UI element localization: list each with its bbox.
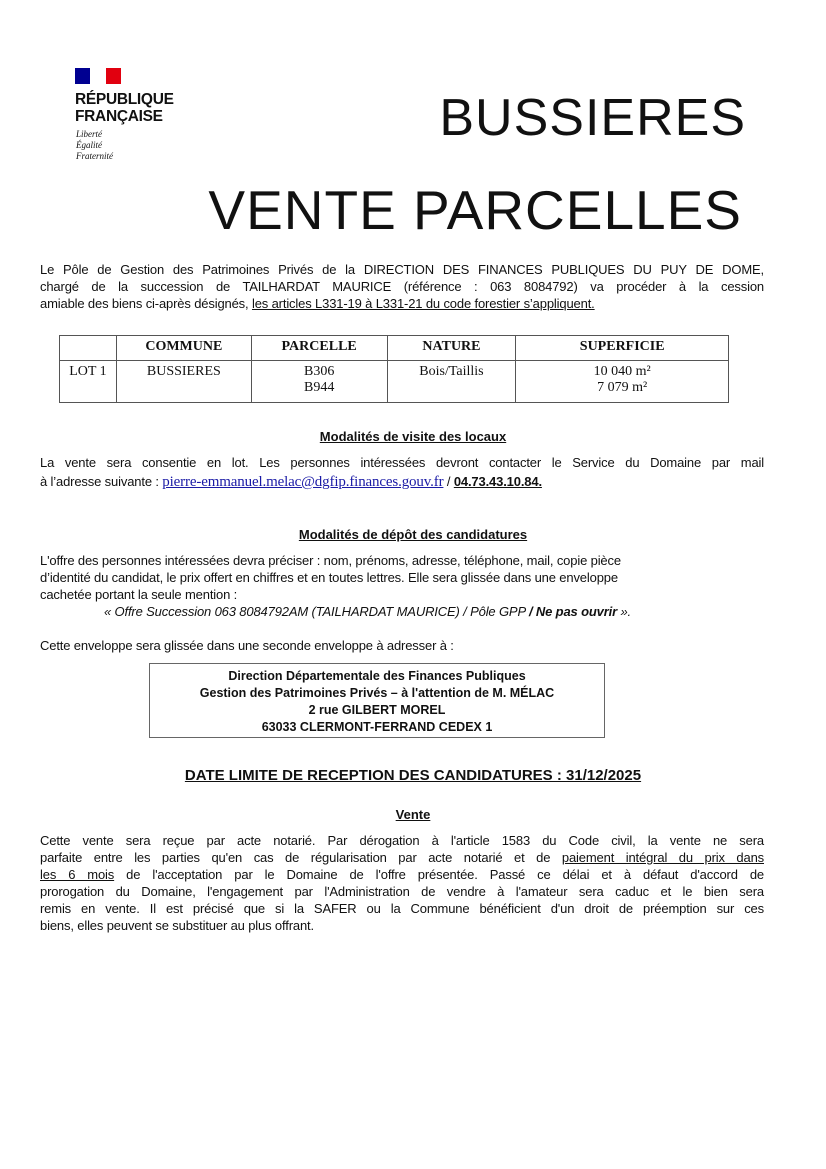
deadline-text: DATE LIMITE DE RECEPTION DES CANDIDATURES : 31/12/2025	[184, 767, 642, 784]
cell-parcelle	[251, 361, 387, 403]
vente-line: Cette vente sera reçue par acte notarié. Par dérogation à l'article 1583 du Code civil, la vente ne sera	[40, 833, 764, 848]
payment-deadline-note: paiement intégral du prix dans	[561, 850, 764, 865]
visite-line: La vente sera consentie en lot. Les personnes intéressées devront contacter le Service du Domaine par mail	[40, 455, 764, 470]
intro-line: Le Pôle de Gestion des Patrimoines Privés de la DIRECTION DES FINANCES PUBLIQUES DU PUY DE DOME,	[40, 262, 764, 277]
vente-heading-text: Vente	[395, 807, 431, 822]
visite-text: à l’adresse suivante :	[40, 474, 163, 489]
depot-heading-text: Modalités de dépôt des candidatures	[298, 527, 528, 542]
mention-end: ».	[617, 604, 632, 619]
cell-nature: Bois/Taillis	[387, 361, 516, 403]
title-vente: VENTE PARCELLES	[208, 179, 742, 241]
vente-line: prorogation du Domaine, l'engagement par l'Administration de vendre à l'amateur sera caduc et le bien sera	[40, 884, 764, 899]
vente-heading	[0, 807, 826, 822]
depot-heading	[0, 527, 826, 542]
address-line: Direction Départementale des Finances Publiques	[228, 669, 526, 683]
header-nature: NATURE	[387, 336, 516, 361]
vente-line: biens, elles peuvent se substituer au plus offrant.	[40, 918, 314, 933]
superficie: 10 040 m²	[593, 364, 651, 379]
address-line: 63033 CLERMONT-FERRAND CEDEX 1	[261, 720, 493, 734]
envelope-mention	[40, 603, 764, 620]
logo-line2: FRANÇAISE	[75, 108, 163, 125]
table-header-row	[60, 336, 729, 361]
logo-line1: RÉPUBLIQUE	[75, 91, 174, 108]
superficie: 7 079 m²	[597, 380, 648, 395]
deadline	[0, 767, 826, 784]
depot-line: d’identité du candidat, le prix offert en chiffres et en toutes lettres. Elle sera glissée dans une enveloppe	[40, 570, 618, 585]
table-row	[60, 361, 729, 403]
header-lot	[60, 336, 117, 361]
second-envelope-text: Cette enveloppe sera glissée dans une seconde enveloppe à adresser à :	[40, 638, 454, 653]
depot-paragraph	[40, 552, 764, 654]
visite-paragraph	[40, 454, 764, 493]
marianne-flag-logo	[75, 68, 121, 84]
intro-line	[40, 295, 764, 312]
separator: /	[443, 474, 454, 489]
depot-line: cachetée portant la seule mention :	[40, 587, 238, 602]
parcelle: B944	[303, 380, 335, 395]
cell-superficie	[516, 361, 729, 403]
email-link[interactable]: pierre-emmanuel.melac@dgfip.finances.gouv.fr	[162, 474, 444, 490]
phone-number: 04.73.43.10.84.	[453, 474, 542, 489]
vente-text: parfaite entre les parties qu'en cas de régularisation par acte notarié et de	[40, 850, 562, 865]
cell-commune: BUSSIERES	[116, 361, 251, 403]
intro-line: chargé de la succession de TAILHARDAT MAURICE (référence : 063 8084792) va procéder à la cession	[40, 279, 764, 294]
visite-heading	[0, 429, 826, 444]
address-box	[149, 663, 605, 738]
vente-line	[40, 849, 764, 866]
visite-line	[40, 471, 764, 493]
address-line: 2 rue GILBERT MOREL	[308, 703, 446, 717]
mention-bold: / Ne pas ouvrir	[528, 604, 618, 619]
header-parcelle: PARCELLE	[251, 336, 387, 361]
header-superficie: SUPERFICIE	[516, 336, 729, 361]
parcelle: B306	[303, 364, 335, 379]
cell-lot: LOT 1	[60, 361, 117, 403]
vente-line	[40, 866, 764, 883]
motto-egalite: Égalité	[76, 140, 102, 150]
vente-paragraph	[40, 832, 764, 934]
parcel-table	[59, 335, 729, 403]
motto-fraternite: Fraternité	[76, 151, 113, 161]
header-commune: COMMUNE	[116, 336, 251, 361]
intro-text: amiable des biens ci-après désignés,	[40, 296, 252, 311]
title-commune: BUSSIERES	[439, 89, 746, 147]
intro-paragraph	[40, 261, 764, 312]
depot-line: L'offre des personnes intéressées devra préciser : nom, prénoms, adresse, téléphone, mail, copie pièce	[40, 553, 621, 568]
address-line: Gestion des Patrimoines Privés – à l'attention de M. MÉLAC	[199, 686, 555, 700]
code-forestier-note: les articles L331-19 à L331-21 du code forestier s’appliquent.	[251, 296, 595, 311]
vente-text: de l'acceptation par le Domaine de l'offre présentée. Passé ce délai et à défaut d'accord de	[114, 867, 764, 882]
motto-liberte: Liberté	[76, 129, 102, 139]
logo-motto	[76, 129, 113, 162]
visite-heading-text: Modalités de visite des locaux	[319, 429, 507, 444]
mention-text: « Offre Succession 063 8084792AM (TAILHARDAT MAURICE) / Pôle GPP	[104, 604, 529, 619]
vente-line: remis en vente. Il est précisé que si la SAFER ou la Commune bénéficient d'un droit de préemption sur ces	[40, 901, 764, 916]
republique-francaise-logo	[75, 91, 174, 125]
payment-deadline-note: les 6 mois	[40, 867, 115, 882]
